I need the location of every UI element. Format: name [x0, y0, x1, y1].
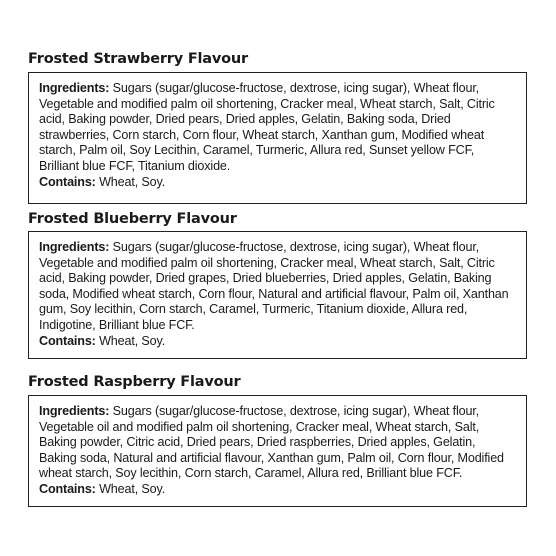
contains-text: Wheat, Soy. [95, 481, 166, 496]
contains-label: Contains: [39, 481, 96, 496]
ingredients-text: Sugars (sugar/glucose-fructose, dextrose, icing sugar), Wheat flour, Vegetable oil and modified palm oil shortening, Cracker meal, Wheat starch, Salt, Baking powder, Citric acid, Dried pears, Dried raspberries, Dried apples, Gelatin, Baking soda, Natural and artificial flavour, Xanthan gum, Palm oil, Corn flour, Modified wheat starch, Soy lecithin, Corn starch, Caramel, Allura red, Brilliant blue FCF. [39, 404, 504, 481]
contains-label: Contains: [39, 333, 96, 348]
ingredients-paragraph [39, 404, 516, 482]
section-title-blueberry: Frosted Blueberry Flavour [28, 211, 237, 227]
ingredients-label: Ingredients: [39, 81, 110, 95]
contains-paragraph [39, 175, 516, 191]
ingredients-box-raspberry [28, 395, 527, 507]
ingredients-paragraph [39, 240, 516, 334]
section-title-strawberry: Frosted Strawberry Flavour [28, 51, 248, 67]
contains-paragraph [39, 334, 516, 350]
contains-paragraph [39, 482, 516, 498]
ingredients-label: Ingredients: [39, 404, 110, 418]
contains-label: Contains: [39, 174, 96, 189]
contains-text: Wheat, Soy. [95, 333, 166, 348]
contains-text: Wheat, Soy. [95, 174, 166, 189]
ingredients-text: Sugars (sugar/glucose-fructose, dextrose, icing sugar), Wheat flour, Vegetable and modified palm oil shortening, Cracker meal, Wheat starch, Salt, Citric acid, Baking powder, Dried grapes, Dried blueberries, Dried apples, Gelatin, Baking soda, Modified wheat starch, Corn flour, Natural and artificial flavour, Palm oil, Xanthan gum, Soy lecithin, Corn starch, Caramel, Turmeric, Titanium dioxide, Allura red, Indigotine, Brilliant blue FCF. [39, 240, 509, 332]
section-title-raspberry: Frosted Raspberry Flavour [28, 374, 241, 390]
ingredients-label: Ingredients: [39, 240, 110, 254]
ingredients-box-blueberry [28, 231, 527, 359]
ingredients-text: Sugars (sugar/glucose-fructose, dextrose, icing sugar), Wheat flour, Vegetable and modified palm oil shortening, Cracker meal, Wheat starch, Salt, Citric acid, Baking powder, Dried pears, Dried apples, Gelatin, Baking soda, Dried strawberries, Corn starch, Corn flour, Wheat starch, Xanthan gum, Modified wheat starch, Palm oil, Soy Lecithin, Caramel, Turmeric, Allura red, Sunset yellow FCF, Brilliant blue FCF, Titanium dioxide. [39, 81, 495, 173]
ingredients-box-strawberry [28, 72, 527, 204]
ingredients-paragraph [39, 81, 516, 175]
